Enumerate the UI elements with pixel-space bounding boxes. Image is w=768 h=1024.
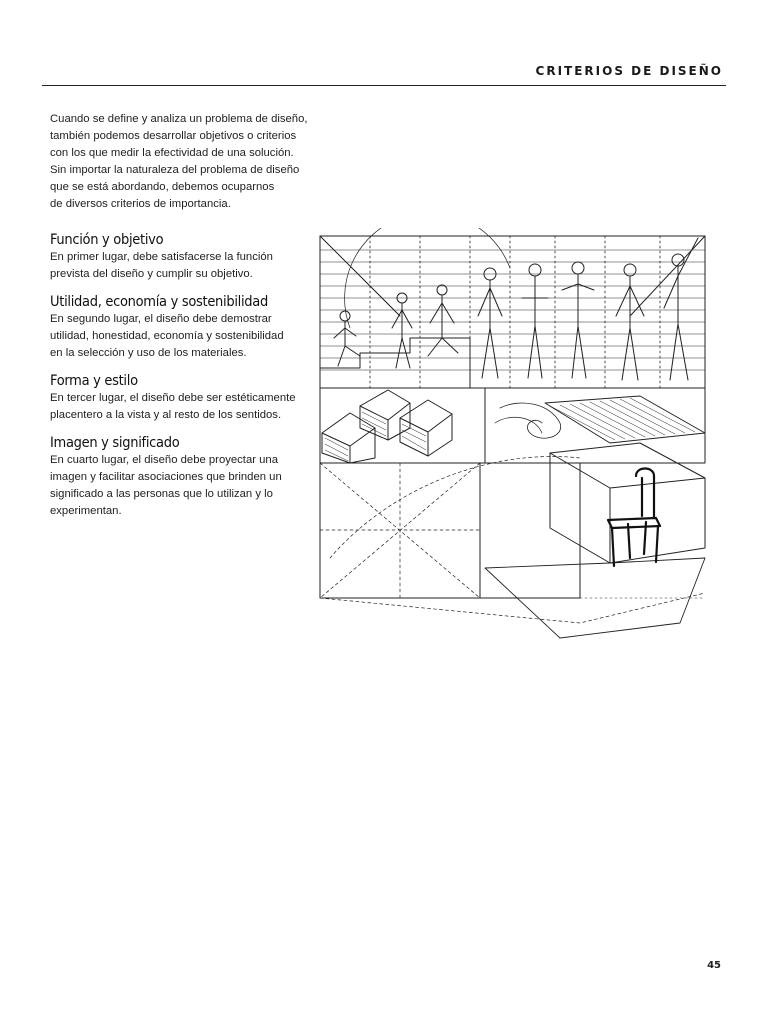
section-utilidad: [50, 293, 300, 362]
human-figure-icon: [392, 293, 412, 368]
section-body: [50, 390, 300, 424]
human-figure-icon: [522, 264, 548, 378]
cube-icon: [400, 400, 452, 456]
section-imagen: [50, 434, 300, 520]
running-header-title: CRITERIOS DE DISEÑO: [535, 64, 723, 78]
text-column: [50, 111, 308, 530]
section-funcion: [50, 231, 300, 283]
body-line: experimentan.: [50, 505, 122, 517]
body-line: prevista del diseño y cumplir su objetivo.: [50, 268, 253, 280]
intro-paragraph: [50, 111, 308, 213]
human-figure-icon: [562, 262, 594, 378]
human-figure-icon: [478, 268, 502, 378]
human-figure-icon: [428, 285, 458, 356]
section-body: [50, 311, 300, 362]
intro-line: con los que medir la efectividad de una solución.: [50, 147, 294, 159]
intro-line: Cuando se define y analiza un problema de diseño,: [50, 113, 308, 125]
body-line: significado a las personas que lo utilizan y lo: [50, 488, 273, 500]
section-heading: Utilidad, economía y sostenibilidad: [50, 294, 268, 310]
intro-line: Sin importar la naturaleza del problema de diseño: [50, 164, 300, 176]
section-body: [50, 452, 300, 520]
header-rule: [42, 85, 726, 86]
body-line: utilidad, honestidad, economía y sostenibilidad: [50, 330, 284, 342]
body-line: En cuarto lugar, el diseño debe proyectar una: [50, 454, 278, 466]
human-figure-icon: [664, 238, 698, 380]
section-heading: Imagen y significado: [50, 435, 180, 451]
intro-line: de diversos criterios de importancia.: [50, 198, 231, 210]
intro-line: también podemos desarrollar objetivos o criterios: [50, 130, 297, 142]
design-criteria-sketch-icon: [310, 228, 710, 648]
forms-panel: [320, 388, 705, 463]
body-line: placentero a la vista y al resto de los sentidos.: [50, 409, 282, 421]
body-line: en la selección y uso de los materiales.: [50, 347, 247, 359]
body-line: En primer lugar, debe satisfacerse la función: [50, 251, 273, 263]
figures-panel: [320, 228, 705, 388]
intro-line: que se está abordando, debemos ocuparnos: [50, 181, 275, 193]
section-forma: [50, 372, 300, 424]
perspective-panel: [320, 443, 705, 638]
body-line: En tercer lugar, el diseño debe ser estéticamente: [50, 392, 296, 404]
section-heading: Forma y estilo: [50, 373, 138, 389]
page-number: 45: [707, 960, 721, 971]
body-line: imagen y facilitar asociaciones que brinden un: [50, 471, 282, 483]
body-line: En segundo lugar, el diseño debe demostrar: [50, 313, 272, 325]
section-body: [50, 249, 300, 283]
cube-icon: [360, 390, 410, 440]
section-heading: Función y objetivo: [50, 232, 164, 248]
